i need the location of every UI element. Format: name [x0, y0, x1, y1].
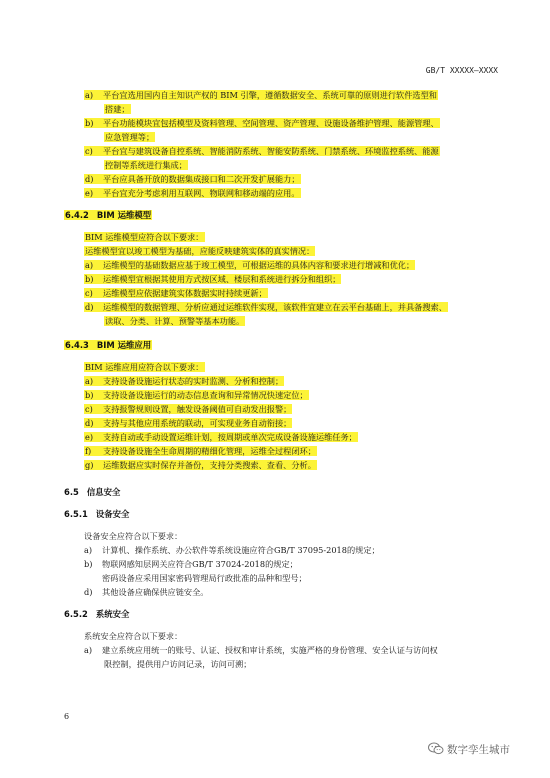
standard-code: GB/T XXXXX—XXXX: [425, 66, 498, 75]
paragraph: 设备安全应符合以下要求：: [84, 531, 183, 541]
paragraph: 系统安全应符合以下要求：: [84, 631, 183, 641]
paragraph: BIM 运维模型应符合以下要求：: [85, 232, 204, 242]
list-item: f) 支持设备设施全生命周期的精细化管理，运维全过程闭环；: [85, 446, 316, 456]
paragraph: 运维模型宜以竣工模型为基础，应能反映建筑实体的真实情况：: [85, 246, 315, 256]
section-heading-6-5-1: 6.5.1 设备安全: [64, 509, 130, 519]
watermark-text: 数字孪生城市: [447, 744, 510, 756]
list-item: a) 建立系统应用统一的账号、认证、授权和审计系统，实施严格的身份管理、安全认证与访问权: [84, 645, 438, 655]
list-item: e) 平台宜充分考虑利用互联网、物联网和移动端的应用。: [85, 188, 300, 198]
list-item: 密码设备应采用国家密码管理局行政批准的品种和型号；: [102, 573, 307, 583]
section-heading-6-4-3: 6.4.3 BIM 运维应用: [65, 340, 152, 350]
list-item-continuation: 搭建；: [105, 104, 130, 114]
list-item: b) 支持设备设施运行的动态信息查询和异常情况快速定位；: [85, 390, 308, 400]
list-item-continuation: 应急管理等；: [105, 132, 155, 142]
section-heading-6-5: 6.5 信息安全: [64, 487, 121, 497]
list-item: g) 运维数据应实时保存并备份，支持分类搜索、查看、分析。: [85, 460, 316, 470]
list-item: d) 支持与其他应用系统的联动，可实现业务自动衔接；: [85, 418, 292, 428]
list-item: e) 支持自动或手动设置运维计划，按周期或单次完成设备设施运维任务；: [85, 432, 357, 442]
page-number: 6: [64, 712, 70, 721]
list-item: a) 计算机、操作系统、办公软件等系统设施应符合GB/T 37095-2018的规定；: [84, 545, 380, 555]
list-item: d) 其他设备应确保供应链安全。: [84, 587, 209, 597]
section-heading-6-5-2: 6.5.2 系统安全: [64, 609, 130, 619]
list-item: c) 平台宜与建筑设备自控系统、智能消防系统、智能安防系统、门禁系统、环境监控系统、能源: [85, 146, 439, 156]
list-item: a) 运维模型的基础数据应基于竣工模型，可根据运维的具体内容和要求进行增减和优化；: [85, 260, 415, 270]
list-item-continuation: 控制等系统进行集成；: [105, 160, 187, 170]
list-item: c) 运维模型应依据建筑实体数据实时持续更新；: [85, 288, 267, 298]
list-item: b) 物联网感知层网关应符合GB/T 37024-2018的规定；: [84, 559, 298, 569]
list-item: a) 平台宜选用国内自主知识产权的 BIM 引擎，遵循数据安全、系统可靠的原则进行软件选型和: [85, 90, 437, 100]
paragraph: BIM 运维应用应符合以下要求：: [85, 362, 204, 372]
list-item-continuation: 读取、分类、计算、预警等基本功能。: [105, 316, 245, 326]
list-item-continuation: 限控制，提供用户访问记录，访问可溯；: [104, 659, 252, 669]
list-item: c) 支持报警规则设置，触发设备阈值可自动发出报警；: [85, 404, 292, 414]
wechat-icon: [428, 742, 444, 758]
list-item: b) 运维模型宜根据其使用方式按区域、楼层和系统进行拆分和组织；: [85, 274, 341, 284]
list-item: a) 支持设备设施运行状态的实时监测、分析和控制；: [85, 376, 284, 386]
list-item: b) 平台功能模块宜包括模型及资料管理、空间管理、资产管理、设施设备维护管理、能源管理、: [85, 118, 439, 128]
list-item: d) 运维模型的数据管理、分析应通过运维软件实现，该软件宜建立在云平台基础上，并具备搜索、: [85, 302, 447, 312]
watermark: [428, 742, 510, 758]
list-item: d) 平台应具备开放的数据集成接口和二次开发扩展能力；: [85, 174, 300, 184]
section-heading-6-4-2: 6.4.2 BIM 运维模型: [65, 210, 152, 220]
